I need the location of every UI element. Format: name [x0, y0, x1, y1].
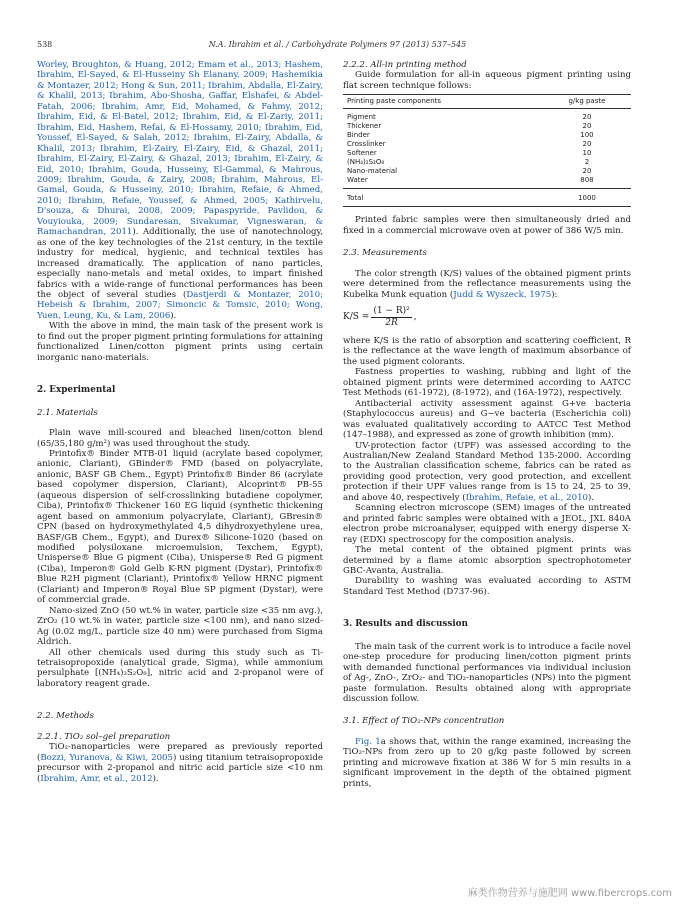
equation-numerator: (1 − R)² [373, 306, 410, 317]
measurements-paragraph: Antibacterial activity assessment against G+ve bacteria (Staphylococcus aureus) and G−ve bacteria (Escherichia coli) was evaluated qualitatively according to AATCC Test Method (147–1988), and expressed as zone of growth inhibition (mm). [343, 398, 631, 441]
materials-paragraph: All other chemicals used during this study such as Ti-tetraisopropoxide (analytical grade, Sigma), while ammonium persulphate [(NH₄)₂S₂O₈], nitric acid and 2-propanol were of laboratory reagent grade. [37, 647, 323, 689]
page-number: 538 [37, 40, 53, 49]
subsection-heading: 2.2. Methods [37, 711, 95, 722]
table-row [343, 109, 631, 123]
figure-link[interactable]: Fig. 1 [355, 736, 381, 747]
equation-fraction [371, 306, 411, 328]
equation-denominator: 2R [385, 317, 398, 328]
right-column [343, 60, 631, 789]
table-row [343, 122, 631, 131]
materials-paragraph: Nano-sized ZnO (50 wt.% in water, particle size <35 nm avg.), ZrO₂ (10 wt.% in water, particle size <100 nm), and nano sized-Ag (0.02 mg/L, particle size 40 nm) were purchased from Sigma Aldrich. [37, 605, 323, 648]
intro-text-end: ). [170, 310, 177, 321]
table-row [343, 131, 631, 140]
component-amount: 20 [582, 140, 592, 149]
watermark: 麻类作物营养与施肥网 www.fibercrops.com [467, 888, 672, 899]
intro-continuation [37, 60, 323, 321]
meas-text: The color strength (K/S) values of the obtained pigment prints were determined from the reflectance measurements using the Kubelka Munk equation ( [343, 268, 631, 300]
component-amount: 100 [580, 131, 594, 140]
component-name: Pigment [347, 113, 376, 122]
component-name: Nano-material [347, 167, 398, 176]
citation-link[interactable]: Ibrahim, Refaie, et al., 2010 [465, 492, 588, 503]
component-amount: 20 [582, 167, 592, 176]
section-heading: 2. Experimental [37, 385, 116, 396]
results-paragraph [343, 737, 631, 789]
results-text: a shows that, within the range examined, increasing the TiO₂-NPs from zero up to 20 g/kg paste followed by screen printing and microwave fixation at 386 W for 5 min results in a significant improvement in the depth of the obtained pigment prints, [343, 736, 631, 789]
results-paragraph: The main task of the current work is to introduce a facile novel one-step procedure for producing linen/cotton pigment prints with demanded functional performances via individual inclusion of Ag-, ZnO-, ZrO₂- and TiO₂-nanoparticles (NPs) into the pigment paste formulation. Results obtained along with appropriate discussion follow. [343, 641, 631, 705]
printing-after: Printed fabric samples were then simultaneously dried and fixed in a commercial microwave oven at power of 386 W/5 min. [343, 215, 631, 236]
measurements-paragraph: where K/S is the ratio of absorption and scattering coefficient, R is the reflectance at the wave length of maximum absorbance of the used pigment colorants. [343, 335, 631, 367]
measurements-paragraph: Scanning electron microscope (SEM) images of the untreated and printed fabric samples were obtained with a JEOL, JXL 840A electron probe microanalyser, equipped with energy disperse X-ray (EDX) spectroscopy for the composition analysis. [343, 503, 631, 545]
table-header-component: Printing paste components [343, 95, 543, 109]
subsubsection-heading: 2.2.1. TiO₂ sol–gel preparation [37, 731, 171, 742]
measurements-paragraph [343, 269, 631, 300]
equation-lhs: K/S = [343, 311, 370, 322]
total-value: 1000 [543, 189, 631, 207]
component-amount: 20 [582, 122, 592, 131]
meas-text: UV-protection factor (UPF) was assessed according to the Australian/New Zealand Standard Method 135-2000. According to the Australian classification scheme, fabrics can be rated as providing good protection, very good protection, and excellent protection if their UPF values range from is 15 to 24, 25 to 39, and above 40, respectively ( [343, 440, 631, 503]
citation-link[interactable]: Bozzi, Yuranova, & Kiwi, 2005 [40, 752, 173, 763]
component-amount: 10 [582, 149, 592, 158]
component-name: Softener [347, 149, 377, 158]
table-row [343, 149, 631, 158]
table-row [343, 140, 631, 149]
citation-list[interactable]: Dastjerdi & Montazer, 2010; Hebeish & Ibrahim, 2007; Simoncic & Tomsic, 2010; Wong, Yuen, Leung, Ku, & Lam, 2006 [37, 289, 323, 321]
intro-paragraph: With the above in mind, the main task of the present work is to find out the proper pigment printing formulations for attaining functionalized Linen/cotton pigment prints using certain inorganic nano-materials. [37, 321, 323, 363]
formulation-table [343, 94, 631, 207]
page-header [37, 40, 638, 54]
component-name: Binder [347, 131, 370, 140]
solgel-text: TiO₂-nanoparticles were prepared as previously reported ( [37, 742, 323, 763]
subsubsection-heading: 2.2.2. All-in printing method [343, 60, 467, 70]
kubelka-munk-equation [343, 306, 631, 328]
section-heading: 3. Results and discussion [343, 619, 468, 630]
materials-paragraph: Plain wave mill-scoured and bleached linen/cotton blend (65/35,180 g/m²) was used throughout the study. [37, 428, 323, 449]
subsection-heading: 2.1. Materials [37, 407, 98, 418]
left-column [37, 60, 323, 784]
running-title: N.A. Ibrahim et al. / Carbohydrate Polymers 97 (2013) 537–545 [208, 40, 467, 49]
solgel-text: ) using titanium tetraisopropoxide precursor with 2-propanol and nitric acid particle size <10 nm ( [37, 752, 323, 784]
component-amount: 808 [580, 176, 594, 185]
table-header-amount: g/kg paste [543, 95, 631, 109]
total-label: Total [343, 189, 543, 207]
measurements-paragraph: Fastness properties to washing, rubbing and light of the obtained pigment prints were determined according to AATCC Test Methods (61-1972), (8-1972), and (16A-1972), respectively. [343, 367, 631, 399]
measurements-paragraph: The metal content of the obtained pigment prints was determined by a flame atomic absorption spectrophotometer GBC-Avanta, Australia. [343, 545, 631, 576]
equation-tail: , [413, 311, 417, 322]
measurements-paragraph: Durability to washing was evaluated according to ASTM Standard Test Method (D737-96). [343, 576, 631, 597]
component-name: Water [347, 176, 368, 185]
component-name: Crosslinker [347, 140, 386, 149]
meas-text: ): [551, 289, 558, 300]
subsection-heading: 3.1. Effect of TiO₂-NPs concentration [343, 716, 505, 727]
materials-paragraph: Printofix® Binder MTB-01 liquid (acrylate based copolymer, anionic, Clariant), GBinder® FMD (based on polyacrylate, anionic, BASF GB Chem., Egypt) Printofix® Binder 86 (acrylate based copolymer dispersion, Clariant), Alcoprint® PB-55 (aqueous dispersion of self-crosslinking butadiene copolymer, Ciba), Printofix® Thickener 160 EG liquid (synthetic thickening agent based on ammonium polyacrylate, Clariant), GBresin® CPN (based on hydroxymethylated 4,5 dihydroxyethylene urea, BASF/GB Chem., Egypt), and Durex® Silicone-1020 (based on modified polysiloxane microemulsion, Texchem, Egypt), Unisperse® Blue G pigment (Ciba), Unisperse® Red G pigment (Ciba), Imperon® Gold Gelb K-RN pigment (Dystar), Printofix® Blue R2H pigment (Clariant), Printofix® Yellow HRNC pigment (Clariant) and Imperon® Royal Blue SP pigment (Dystar), were of commercial grade. [37, 448, 323, 606]
measurements-paragraph [343, 441, 631, 504]
table-row [343, 158, 631, 167]
subsection-heading: 2.3. Measurements [343, 248, 427, 259]
printing-intro: Guide formulation for all-in aqueous pigment printing using flat screen technique follows: [343, 70, 631, 91]
table-row [343, 176, 631, 189]
citation-link[interactable]: Ibrahim, Amr, et al., 2012 [40, 773, 153, 784]
meas-text: ). [588, 492, 595, 503]
solgel-text: ). [152, 773, 159, 784]
citation-link[interactable]: Judd & Wyszeck, 1975 [453, 289, 552, 300]
intro-text: ). Additionally, the use of nanotechnology, as one of the key technologies of the 21st century, in the textile industry for medical, hygienic, and technical textiles has increased dramatically. The application of nano particles, especially nano-metals and metal oxides, to impart finished fabrics with a wide-range of functional performances has been the object of several studies ( [37, 227, 324, 300]
component-amount: 2 [584, 158, 590, 167]
citation-list[interactable]: Worley, Broughton, & Huang, 2012; Emam et al., 2013; Hashem, Ibrahim, El-Sayed, & El-Husseiny Sh Elanany, 2009; Hashemikia & Montazer, 2012; Hong & Sun, 2011; Ibrahim, Abdalla, El-Zairy, & Khalil, 2013; Ibrahim, Abo-Shosha, Gaffar, Elshafei, & Abdel-Fatah, 2006; Ibrahim, Amr, Eid, Mohamed, & Fahmy, 2012; Ibrahim, Eid, & El-Batel, 2012; Ibrahim, Eid, & El-Zariy, 2011; Ibrahim, Eid, Hashem, Refai, & El-Hossamy, 2010; Ibrahim, Eid, Youssef, El-Sayed, & Salah, 2012; Ibrahim, El-Zairy, Abdalla, & Khalil, 2013; Ibrahim, El-Zairy, El-Zairy, Eid, & Ghazal, 2011; Ibrahim, El-Zairy, El-Zairy, & Ghazal, 2013; Ibrahim, El-Zairy, & Eid, 2010; Ibrahim, Gouda, Husseiny, El-Gammal, & Mahrous, 2009; Ibrahim, Gouda, & Zairy, 2008; Ibrahim, Mahrous, El-Gamal, Gouda, & Husseiny, 2010; Ibrahim, Refaie, & Ahmed, 2010; Ibrahim, Refaie, Youssef, & Ahmed, 2005; Kathirvelu, D'souza, & Dhurai, 2008, 2009; Papaspyride, Pavlidou, & Vouyiouka, 2009; Sundaresan, Sivakumar, Vigneswaran, & Ramachandran, 2011 [37, 60, 323, 238]
table-row [343, 167, 631, 176]
component-amount: 20 [582, 113, 592, 122]
component-name: Thickener [347, 122, 382, 131]
table-total-row [343, 189, 631, 207]
solgel-paragraph [37, 742, 323, 784]
component-name: (NH₄)₂S₂O₈ [347, 158, 385, 167]
